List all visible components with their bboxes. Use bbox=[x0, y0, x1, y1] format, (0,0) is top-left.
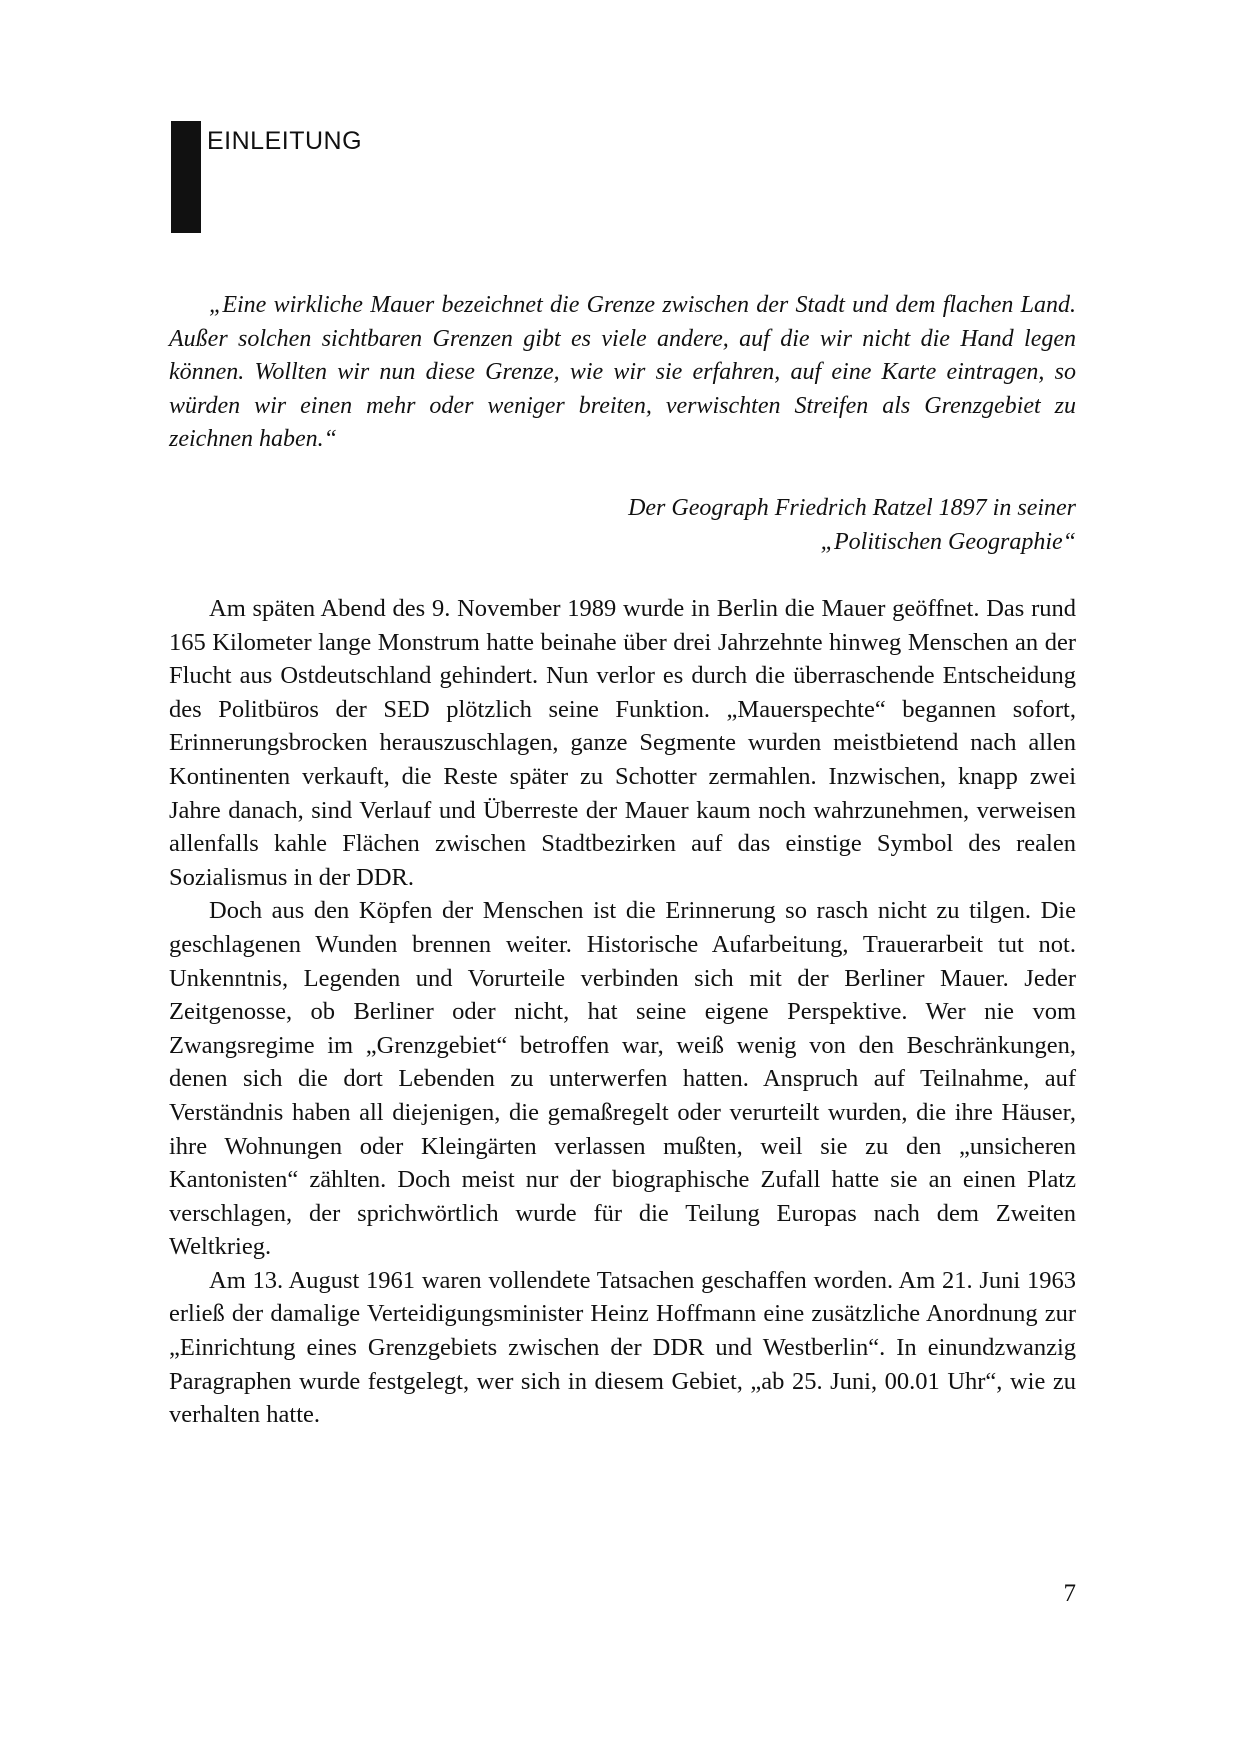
paragraph: Am 13. August 1961 waren vollendete Tatsachen geschaffen worden. Am 21. Juni 1963 erließ der damalige Verteidigungsminister Heinz Hoffmann eine zusätzliche Anordnung zur „Einrichtung eines Grenzgebiets zwischen der DDR und Westberlin“. In einundzwanzig Paragraphen wurde festgelegt, wer sich in diesem Gebiet, „ab 25. Juni, 00.01 Uhr“, wie zu verhalten hatte. bbox=[169, 1266, 1076, 1429]
epigraph bbox=[169, 289, 1076, 457]
attribution-line-1: Der Geograph Friedrich Ratzel 1897 in seiner bbox=[628, 495, 1076, 521]
attribution-line-2: „Politischen Geographie“ bbox=[820, 529, 1076, 555]
page-number: 7 bbox=[1063, 1580, 1076, 1607]
paragraph: Am späten Abend des 9. November 1989 wurde in Berlin die Mauer geöffnet. Das rund 165 Kilometer lange Monstrum hatte beinahe über drei Jahrzehnte hinweg Menschen an der Flucht aus Ostdeutschland gehindert. Nun verlor es durch die überraschende Entscheidung des Politbüros der SED plötzlich seine Funktion. „Mauerspechte“ begannen sofort, Erinnerungsbrocken herauszuschlagen, ganze Segmente wurden meistbietend nach allen Kontinenten verkauft, die Reste später zu Schotter zermahlen. Inzwischen, knapp zwei Jahre danach, sind Verlauf und Überreste der Mauer kaum noch wahrzunehmen, verweisen allenfalls kahle Flächen zwischen Stadtbezirken auf das einstige Symbol des realen Sozialismus in der DDR. bbox=[169, 595, 1076, 891]
paragraph: Doch aus den Köpfen der Menschen ist die Erinnerung so rasch nicht zu tilgen. Die geschlagenen Wunden brennen weiter. Historische Aufarbeitung, Trauerarbeit tut not. Unkenntnis, Legenden und Vorurteile verbinden sich mit der Berliner Mauer. Jeder Zeitgenosse, ob Berliner oder nicht, hat seine eigene Perspektive. Wer nie vom Zwangsregime im „Grenzgebiet“ betroffen war, weiß wenig von den Beschränkungen, denen sich die dort Lebenden zu unterwerfen hatten. Anspruch auf Teilnahme, auf Verständnis haben all diejenigen, die gemaßregelt oder verurteilt wurden, die ihre Häuser, ihre Wohnungen oder Kleingärten verlassen mußten, weil sie zu den „unsicheren Kantonisten“ zählten. Doch meist nur der biographische Zufall hatte sie an einen Platz verschlagen, der sprichwörtlich wurde für die Teilung Europas nach dem Zweiten Weltkrieg. bbox=[169, 897, 1076, 1261]
chapter-marker-bar bbox=[171, 121, 201, 233]
epigraph-attribution bbox=[169, 491, 1076, 559]
body-text bbox=[169, 592, 1076, 1432]
chapter-title: EINLEITUNG bbox=[207, 127, 363, 155]
epigraph-quote: „Eine wirkliche Mauer bezeichnet die Grenze zwischen der Stadt und dem flachen Land. Außer solchen sichtbaren Grenzen gibt es viele andere, auf die wir nicht die Hand legen können. Wollten wir nun diese Grenze, wie wir sie erfahren, auf eine Karte eintragen, so würden wir einen mehr oder weniger breiten, verwischten Streifen als Grenzgebiet zu zeichnen haben.“ bbox=[169, 292, 1076, 453]
